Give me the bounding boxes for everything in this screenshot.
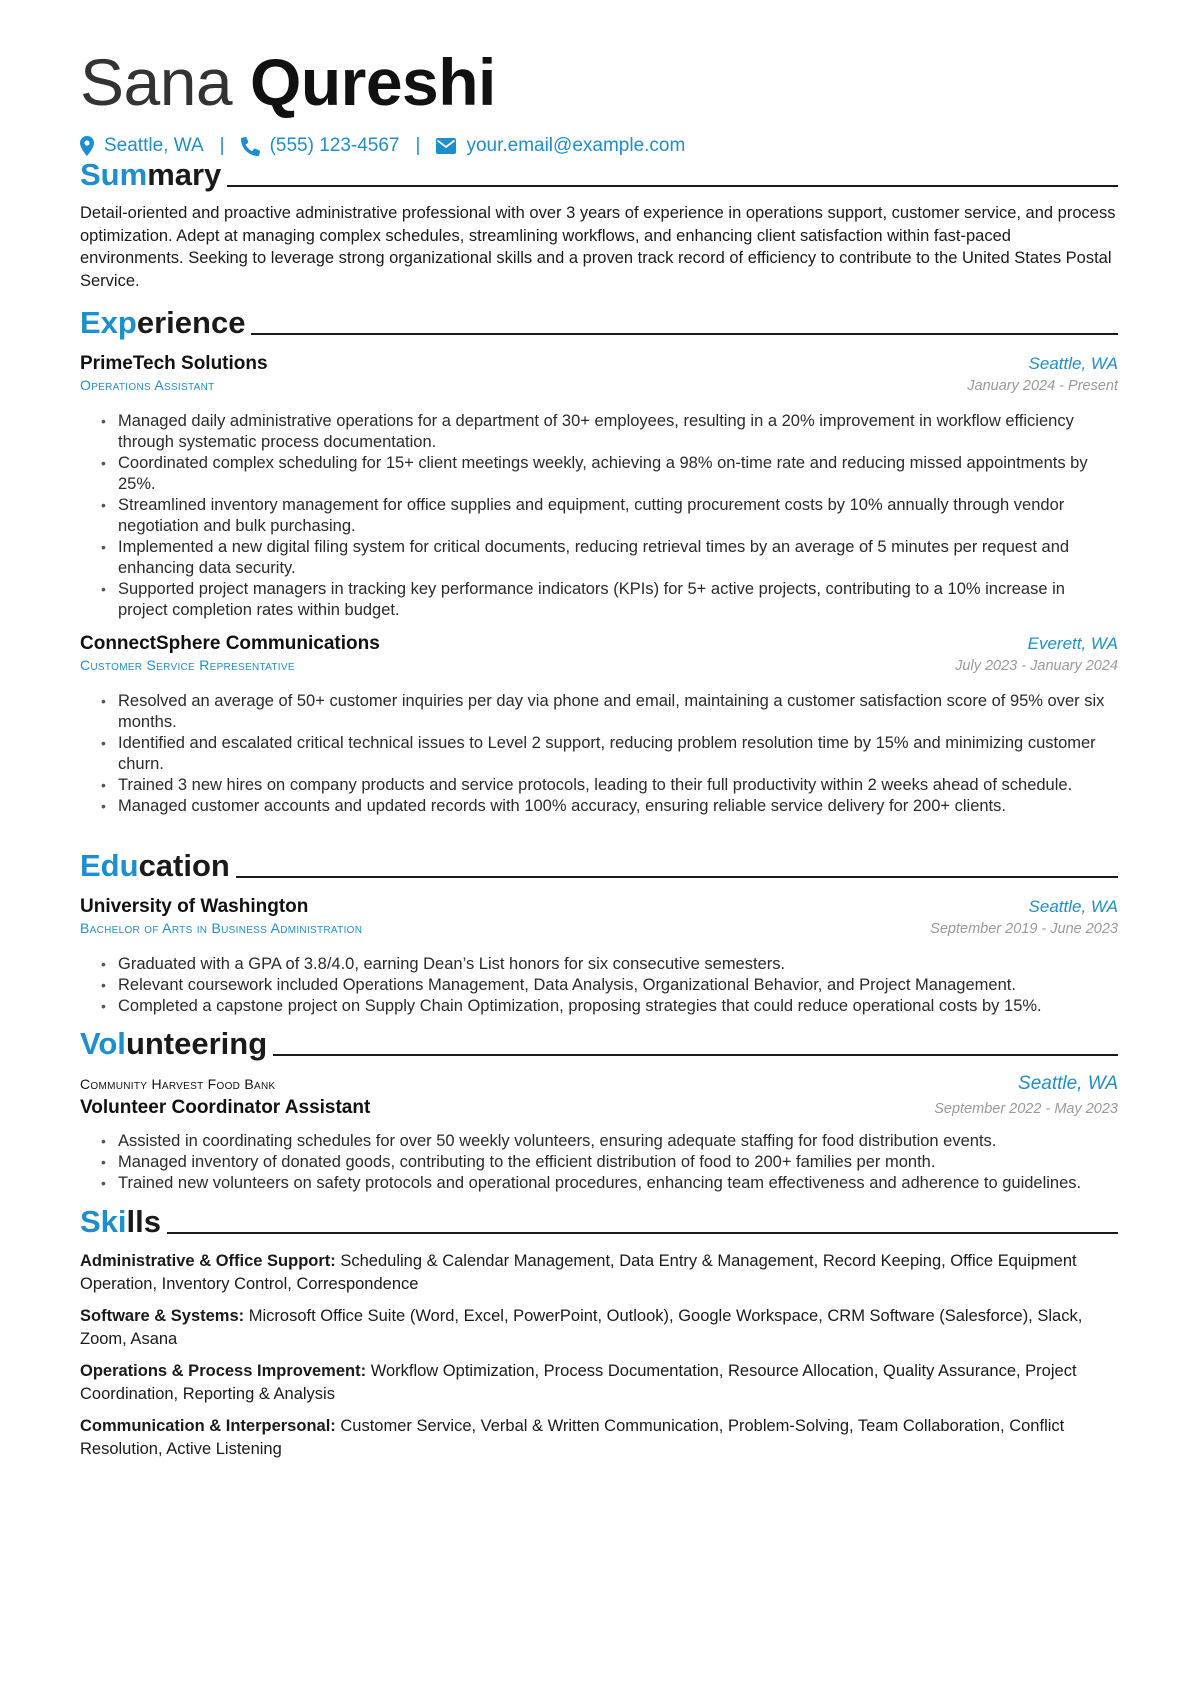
job-title: Customer Service Representative [80, 657, 295, 673]
skill-group-items: Scheduling & Calendar Management, Data Entry & Management, Record Keeping, Office Equipment Operation, Inventory Control, Correspondence [80, 1252, 1077, 1293]
section-title: Volunteering [80, 1026, 268, 1061]
job-location: Seattle, WA [1028, 354, 1118, 373]
bullet-item: • Supported project managers in tracking key performance indicators (KPIs) for 5+ active projects, contributing to a 10% increase in project completion rates within budget. [118, 579, 1118, 621]
volunteer-entry [80, 1073, 1118, 1194]
job-bullets [80, 691, 1118, 817]
bullet-item: • Resolved an average of 50+ customer inquiries per day via phone and email, maintaining a customer satisfaction score of 95% over six months. [118, 691, 1118, 733]
section-rule [236, 876, 1118, 878]
school-location: Seattle, WA [1028, 897, 1118, 916]
bullet-item: • Identified and escalated critical technical issues to Level 2 support, reducing problem resolution time by 15% and minimizing customer churn. [118, 733, 1118, 775]
bullet-item: • Managed daily administrative operations for a department of 30+ employees, resulting in a 20% improvement in workflow efficiency through systematic process documentation. [118, 411, 1118, 453]
education-bullets [80, 954, 1118, 1017]
job-location: Everett, WA [1027, 634, 1118, 653]
skill-group [80, 1360, 1118, 1405]
job-entry [80, 633, 1118, 817]
location-text: Seattle, WA [104, 135, 204, 156]
skills-section [80, 1203, 1118, 1460]
map-marker-icon [80, 136, 94, 156]
bullet-item: • Graduated with a GPA of 3.8/4.0, earning Dean’s List honors for six consecutive semesters. [118, 954, 1118, 975]
phone-text: (555) 123-4567 [269, 135, 400, 156]
candidate-name [80, 42, 496, 122]
volunteer-bullets [80, 1131, 1118, 1194]
section-rule [227, 185, 1118, 187]
school-name: University of Washington [80, 896, 309, 917]
section-title: Summary [80, 157, 222, 192]
skill-group-items: Workflow Optimization, Process Documentation, Resource Allocation, Quality Assurance, Project Coordination, Reporting & Analysis [80, 1362, 1077, 1403]
contact-email[interactable] [436, 135, 685, 157]
contact-location [80, 135, 204, 157]
volunteer-location: Seattle, WA [1018, 1073, 1118, 1094]
contact-separator: | [219, 135, 225, 156]
education-dates: September 2019 - June 2023 [930, 921, 1118, 937]
bullet-item: • Streamlined inventory management for office supplies and equipment, cutting procurement costs by 10% annually through vendor negotiation and bulk purchasing. [118, 495, 1118, 537]
skill-group [80, 1415, 1118, 1460]
summary-text: Detail-oriented and proactive administrative professional with over 3 years of experience in operations support, customer service, and process optimization. Adept at managing complex schedules, streamlining workflows, and enhancing client satisfaction within fast-paced environments. Seeking to leverage strong organizational skills and a proven track record of efficiency to contribute to the United States Postal Service. [80, 204, 1116, 290]
skill-group-label: Administrative & Office Support: [80, 1252, 336, 1270]
volunteer-organization: Community Harvest Food Bank [80, 1076, 276, 1092]
volunteer-role: Volunteer Coordinator Assistant [80, 1097, 371, 1118]
section-title: Skills [80, 1204, 161, 1239]
skill-group-items: Microsoft Office Suite (Word, Excel, PowerPoint, Outlook), Google Workspace, CRM Software (Salesforce), Slack, Zoom, Asana [80, 1307, 1083, 1348]
bullet-item: • Assisted in coordinating schedules for over 50 weekly volunteers, ensuring adequate staffing for food distribution events. [118, 1131, 1118, 1152]
summary-heading [80, 156, 1118, 194]
degree: Bachelor of Arts in Business Administration [80, 920, 363, 936]
job-dates: January 2024 - Present [967, 378, 1118, 394]
section-rule [167, 1232, 1118, 1234]
education-heading [80, 847, 1118, 885]
bullet-item: • Implemented a new digital filing system for critical documents, reducing retrieval times by an average of 5 minutes per request and enhancing data security. [118, 537, 1118, 579]
skill-group [80, 1250, 1118, 1295]
volunteering-heading [80, 1025, 1118, 1063]
phone-icon [241, 137, 260, 156]
skill-group [80, 1305, 1118, 1350]
skill-group-label: Communication & Interpersonal: [80, 1417, 336, 1435]
skills-heading [80, 1203, 1118, 1241]
section-rule [273, 1054, 1118, 1056]
education-entry [80, 896, 1118, 1017]
experience-heading [80, 304, 1118, 342]
volunteer-dates: September 2022 - May 2023 [934, 1101, 1118, 1117]
first-name: Sana [80, 45, 233, 119]
last-name: Qureshi [249, 45, 496, 119]
bullet-item: • Completed a capstone project on Supply Chain Optimization, proposing strategies that could reduce operational costs by 15%. [118, 996, 1118, 1017]
section-title: Education [80, 848, 230, 883]
skill-group-label: Operations & Process Improvement: [80, 1362, 367, 1380]
bullet-item: • Managed inventory of donated goods, contributing to the efficient distribution of food to 200+ families per month. [118, 1152, 1118, 1173]
envelope-icon [436, 138, 456, 154]
skill-group-items: Customer Service, Verbal & Written Communication, Problem-Solving, Team Collaboration, Conflict Resolution, Active Listening [80, 1417, 1065, 1458]
contact-separator: | [415, 135, 421, 156]
section-rule [251, 333, 1118, 335]
company-name: ConnectSphere Communications [80, 633, 380, 654]
education-section [80, 847, 1118, 1017]
bullet-item: • Trained 3 new hires on company products and service protocols, leading to their full productivity within 2 weeks ahead of schedule. [118, 775, 1118, 796]
bullet-item: • Managed customer accounts and updated records with 100% accuracy, ensuring reliable service delivery for 200+ clients. [118, 796, 1118, 817]
contact-phone [241, 135, 400, 157]
company-name: PrimeTech Solutions [80, 353, 268, 374]
job-dates: July 2023 - January 2024 [955, 658, 1118, 674]
email-link[interactable]: your.email@example.com [466, 135, 686, 156]
skill-group-label: Software & Systems: [80, 1307, 245, 1325]
bullet-item: • Trained new volunteers on safety protocols and operational procedures, enhancing team effectiveness and adherence to guidelines. [118, 1173, 1118, 1194]
job-title: Operations Assistant [80, 377, 215, 393]
bullet-item: • Coordinated complex scheduling for 15+ client meetings weekly, achieving a 98% on-time rate and reducing missed appointments by 25%. [118, 453, 1118, 495]
experience-section [80, 304, 1118, 817]
volunteering-section [80, 1025, 1118, 1194]
bullet-item: • Relevant coursework included Operations Management, Data Analysis, Organizational Behavior, and Project Management. [118, 975, 1118, 996]
job-entry [80, 353, 1118, 621]
section-title: Experience [80, 305, 246, 340]
job-bullets [80, 411, 1118, 621]
summary-section [80, 156, 1118, 292]
